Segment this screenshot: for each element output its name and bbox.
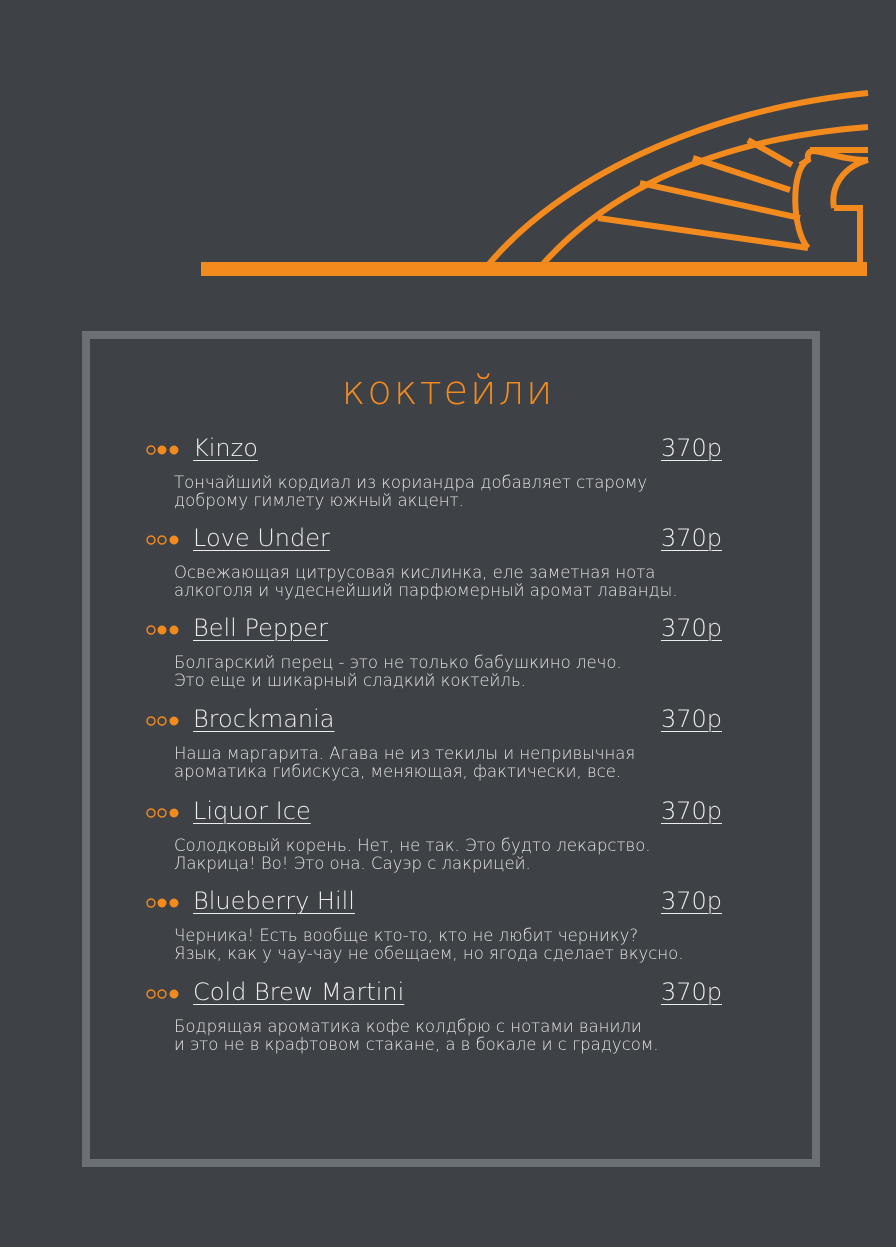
art-deco-ornament [0,0,896,300]
item-name: Liquor Ice [193,797,311,825]
item-description [174,654,726,690]
item-price: 370р [660,887,722,915]
item-name: Love Under [193,524,330,552]
menu-item [146,705,726,781]
item-description [174,474,726,510]
bullet-dots-icon [146,534,180,546]
menu-item [146,524,726,600]
item-description [174,564,726,600]
item-description [174,745,726,781]
bullet-dots-icon [146,807,180,819]
item-description-line: Освежающая цитрусовая кислинка, еле заметная нота [174,563,656,582]
item-description [174,927,726,963]
item-description-line: Солодковый корень. Нет, не так. Это будто лекарство. [174,836,651,855]
item-name: Cold Brew Martini [193,978,405,1006]
menu-title: коктейли [341,368,555,414]
bullet-dots-icon [146,897,180,909]
item-description [174,1018,726,1054]
item-description-line: Наша маргарита. Агава не из текилы и непривычная [174,744,636,763]
menu-item [146,978,726,1054]
item-description-line: Болгарский перец - это не только бабушкино лечо. [174,653,622,672]
item-price: 370р [660,705,722,733]
item-description-line: доброму гимлету южный акцент. [174,491,464,510]
menu-item [146,797,726,873]
bullet-dots-icon [146,624,180,636]
item-description-line: Лакрица! Во! Это она. Сауэр с лакрицей. [174,854,531,873]
item-description-line: Тончайший кордиал из кориандра добавляет старому [174,473,648,492]
menu-item [146,887,726,963]
item-price: 370р [660,797,722,825]
item-price: 370р [660,434,722,462]
item-description-line: и это не в крафтовом стакане, а в бокале и с градусом. [174,1035,659,1054]
item-description-line: Черника! Есть вообще кто-то, кто не любит чернику? [174,926,639,945]
item-name: Blueberry Hill [193,887,355,915]
item-price: 370р [660,614,722,642]
menu-item [146,614,726,690]
item-description-line: Бодрящая ароматика кофе колдбрю с нотами ванили [174,1017,642,1036]
item-description-line: алкоголя и чудеснейший парфюмерный аромат лаванды. [174,581,678,600]
item-description-line: Это еще и шикарный сладкий коктейль. [174,671,526,690]
item-name: Brockmania [193,705,335,733]
bullet-dots-icon [146,444,180,456]
item-description [174,837,726,873]
menu-item [146,434,726,510]
item-price: 370р [660,524,722,552]
item-price: 370р [660,978,722,1006]
item-name: Bell Pepper [193,614,328,642]
bullet-dots-icon [146,715,180,727]
item-name: Kinzo [193,434,258,462]
bullet-dots-icon [146,988,180,1000]
item-description-line: ароматика гибискуса, меняющая, фактически, все. [174,762,622,781]
item-description-line: Язык, как у чау-чау не обещаем, но ягода сделает вкусно. [174,944,684,963]
